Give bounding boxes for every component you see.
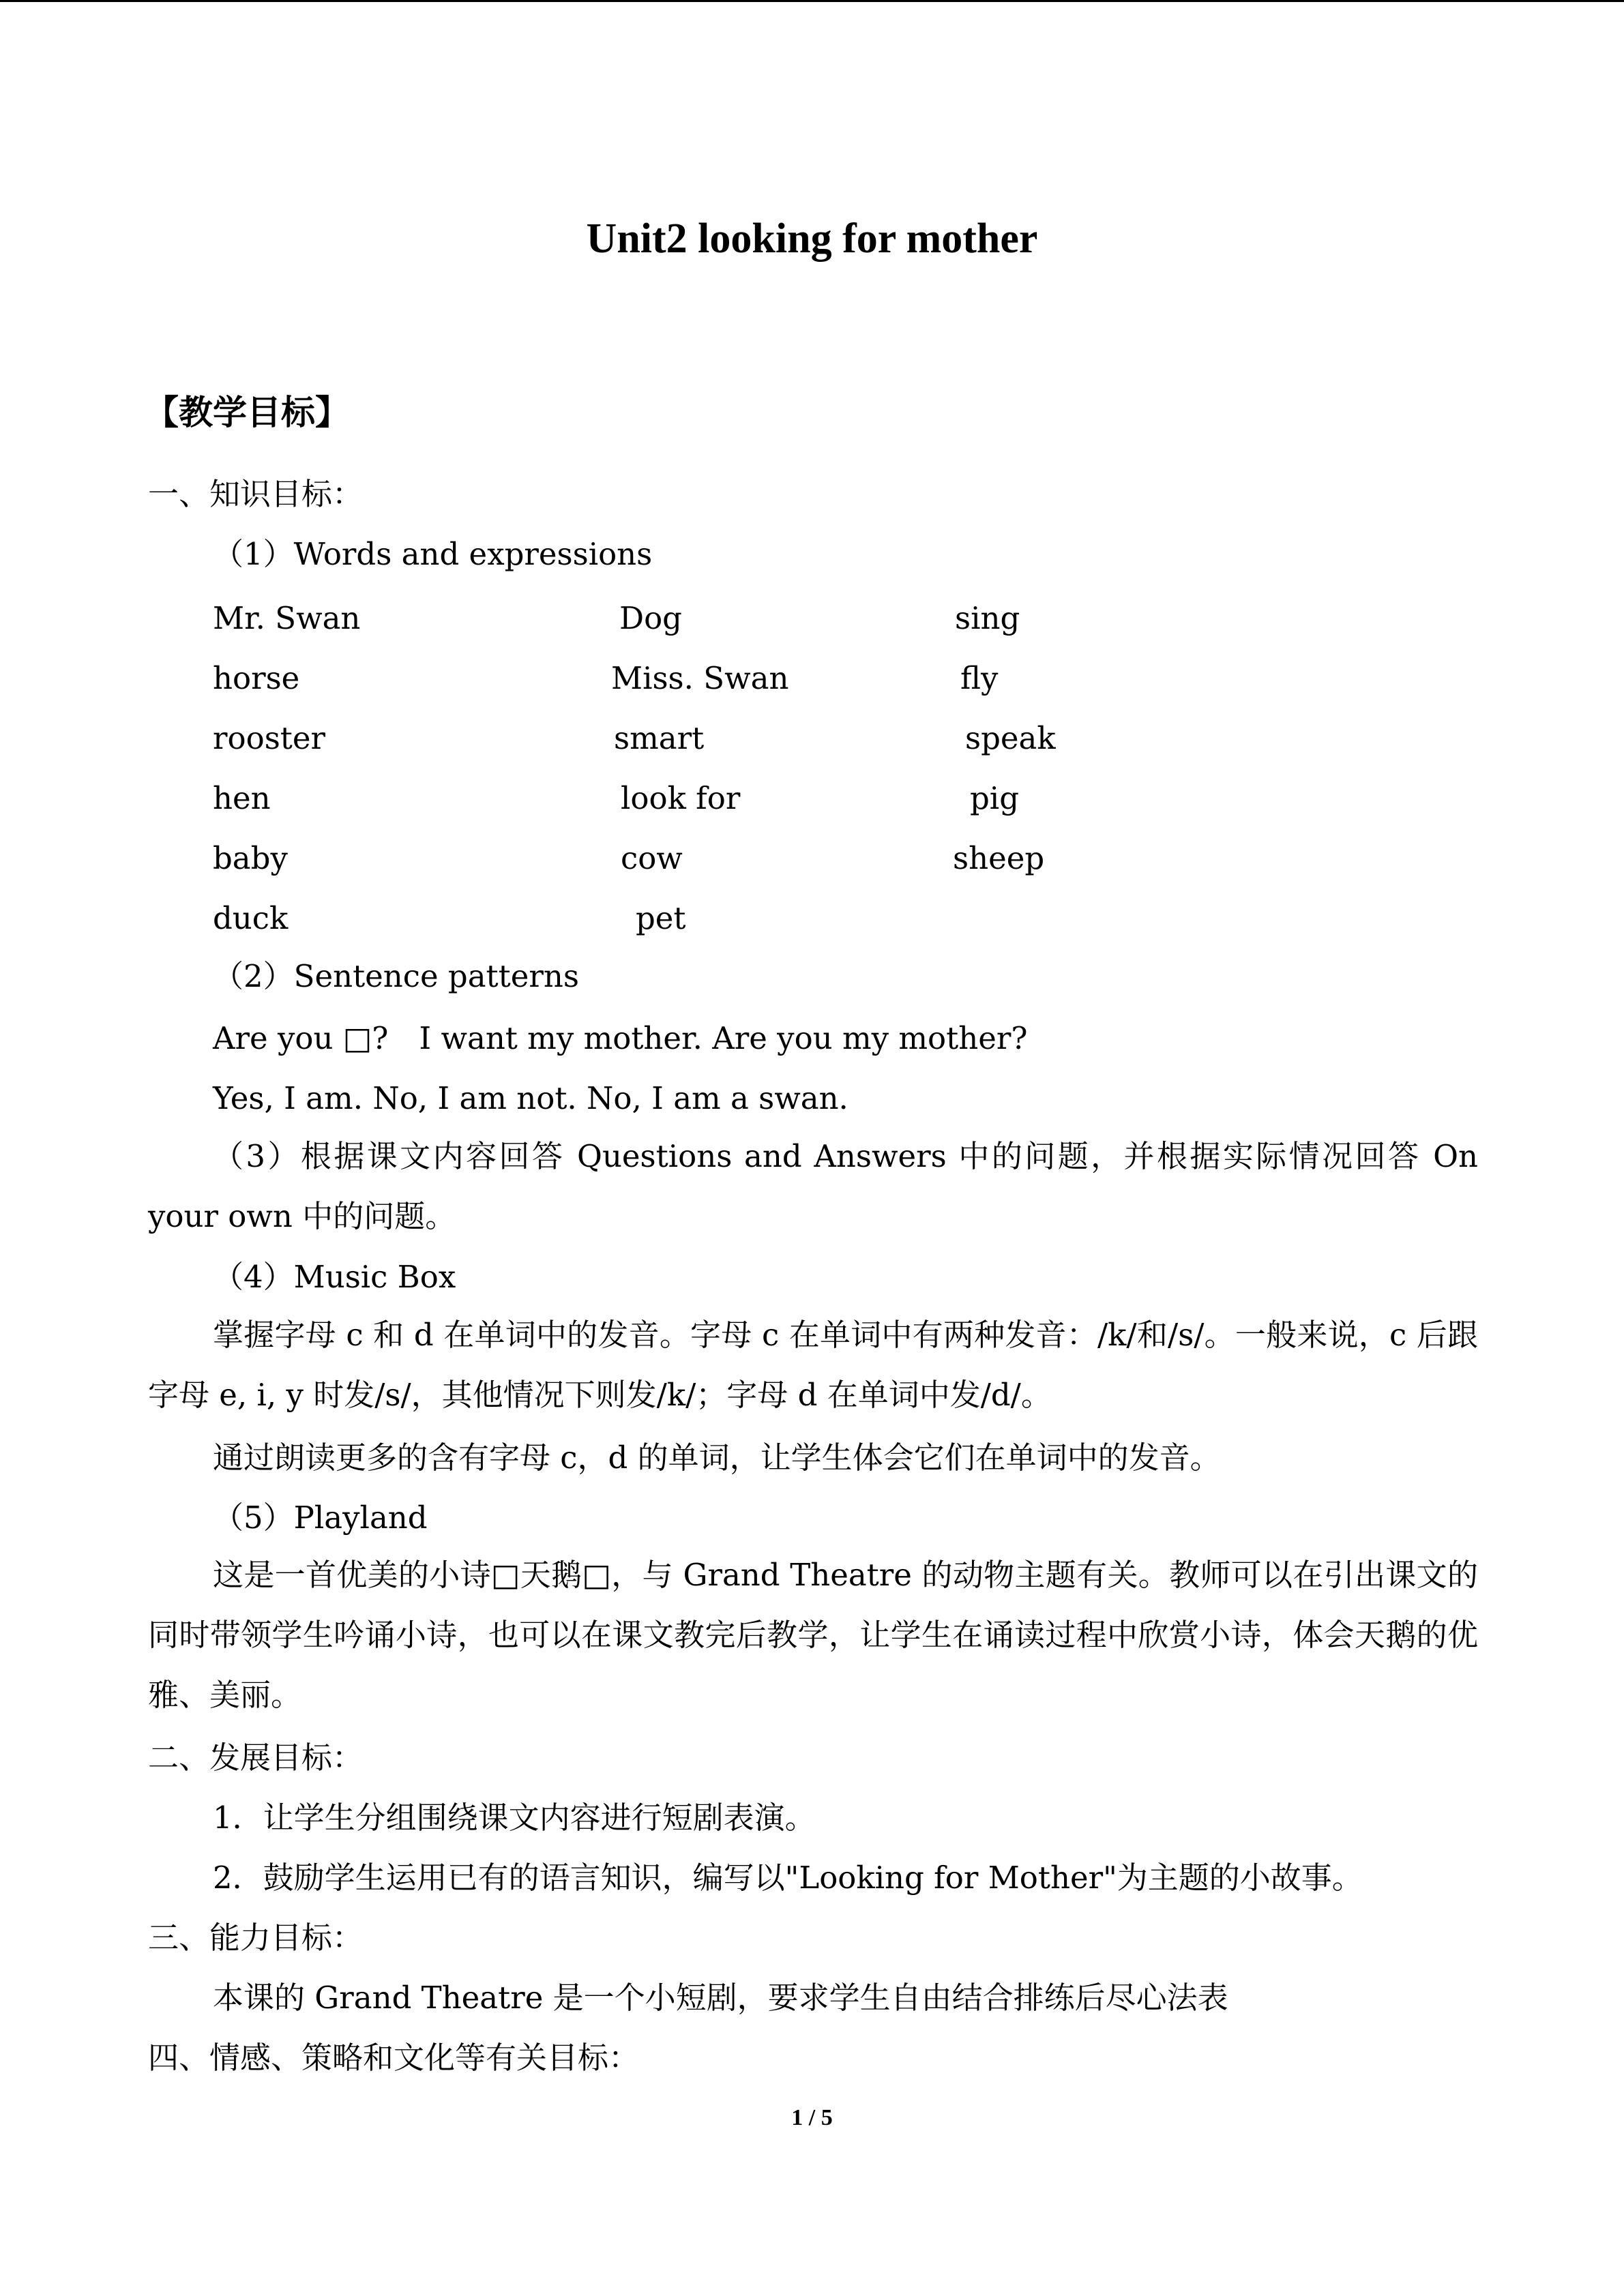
page-number: 1 / 5 [791, 2105, 833, 2130]
vocab-word: Dog [619, 600, 682, 636]
vocab-word: look for [621, 780, 741, 816]
sentence-pattern-line: Yes, I am. No, I am not. No, I am a swan. [213, 1080, 848, 1116]
music-box-heading: （4）Music Box [213, 1259, 456, 1295]
sentence-patterns-heading: （2）Sentence patterns [213, 958, 579, 994]
vocab-word: Mr. Swan [213, 600, 361, 636]
vocab-word: sing [955, 600, 1020, 636]
knowledge-objectives-label: 一、知识目标： [148, 476, 364, 512]
sentence-pattern-line: Are you □? I want my mother. Are you my mother? [213, 1020, 1028, 1056]
vocab-word: pig [970, 780, 1020, 816]
music-box-paragraph: 掌握字母 c 和 d 在单词中的发音。字母 c 在单词中有两种发音：/k/和/s/。一般来说，c 后跟字母 e, i, y 时发/s/，其他情况下则发/k/；字母 d 在单词中发/d/。 [148, 1317, 1478, 1413]
vocab-word: rooster [213, 720, 326, 756]
qa-paragraph: （3）根据课文内容回答 Questions and Answers 中的问题，并根据实际情况回答 On your own 中的问题。 [148, 1138, 1478, 1234]
ability-objectives-label: 三、能力目标： [148, 1920, 364, 1956]
music-box-paragraph-2: 通过朗读更多的含有字母 c，d 的单词，让学生体会它们在单词中的发音。 [213, 1440, 1221, 1476]
development-objectives-label: 二、发展目标： [148, 1740, 364, 1776]
vocab-word: cow [621, 840, 683, 876]
page-title: Unit2 looking for mother [586, 215, 1038, 262]
vocab-word: fly [960, 660, 999, 696]
playland-heading: （5）Playland [213, 1500, 428, 1536]
top-rule [0, 0, 1624, 2]
vocab-word: Miss. Swan [611, 660, 789, 696]
vocab-word: pet [636, 900, 686, 936]
playland-paragraph: 这是一首优美的小诗□天鹅□，与 Grand Theatre 的动物主题有关。教师可以在引出课文的同时带领学生吟诵小诗，也可以在课文教完后教学，让学生在诵读过程中欣赏小诗，体会天鹅的优雅、美丽。 [148, 1557, 1478, 1713]
vocab-word: horse [213, 660, 300, 696]
development-item: 2．鼓励学生运用已有的语言知识，编写以"Looking for Mother"为主题的小故事。 [213, 1860, 1363, 1896]
vocab-word: hen [213, 780, 271, 816]
vocab-word: smart [614, 720, 705, 756]
words-heading: （1）Words and expressions [213, 536, 653, 572]
vocab-word: duck [213, 900, 289, 936]
development-item: 1．让学生分组围绕课文内容进行短剧表演。 [213, 1800, 816, 1836]
ability-paragraph: 本课的 Grand Theatre 是一个小短剧，要求学生自由结合排练后尽心法表 [213, 1980, 1228, 2016]
vocab-word: baby [213, 840, 288, 876]
emotion-objectives-label: 四、情感、策略和文化等有关目标： [148, 2040, 640, 2076]
vocab-word: sheep [953, 840, 1045, 876]
section-heading-objectives: 【教学目标】 [145, 393, 349, 432]
vocab-word: speak [965, 720, 1056, 756]
